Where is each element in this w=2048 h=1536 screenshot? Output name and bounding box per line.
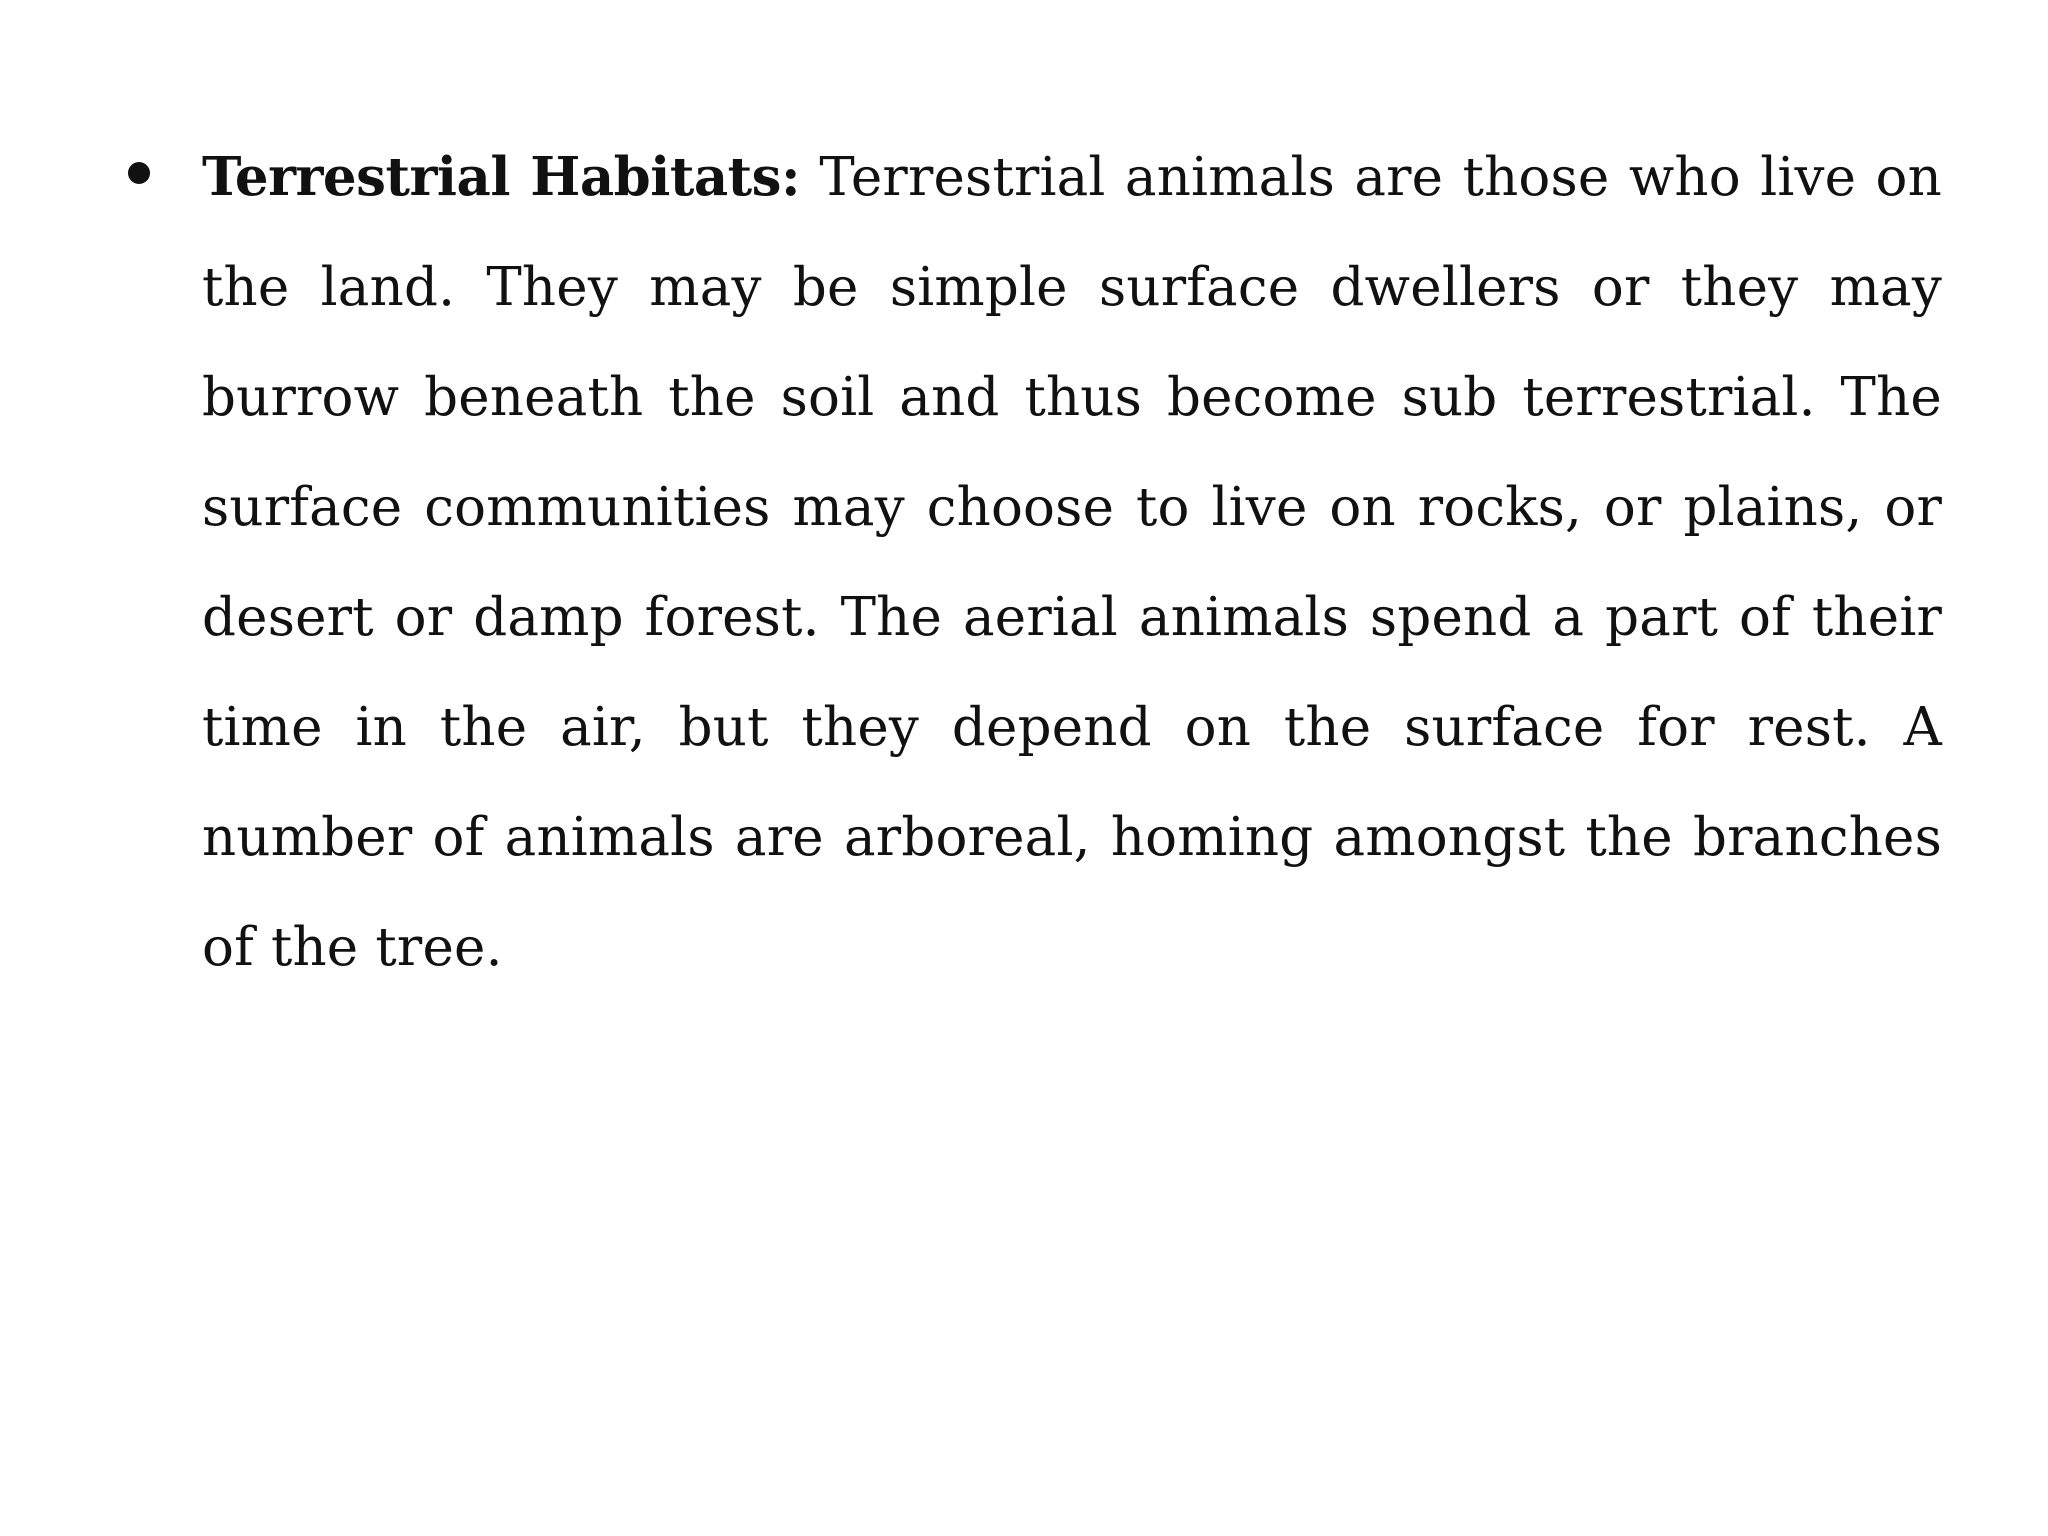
bullet-list [122,122,1942,1003]
bullet-item-terrestrial-habitats [122,122,1942,1003]
bullet-dot-icon [128,162,150,184]
bullet-term: Terrestrial Habitats: [202,146,801,208]
bullet-text: Terrestrial animals are those who live on the land. They may be simple surface dwellers or they may burrow beneath the soil and thus become sub terrestrial. The surface communities may choose to live on rocks, or plains, or desert or damp forest. The aerial animals spend a part of their time in the air, but they depend on the surface for rest. A number of animals are arboreal, homing amongst the branches of the tree. [202,147,1942,978]
